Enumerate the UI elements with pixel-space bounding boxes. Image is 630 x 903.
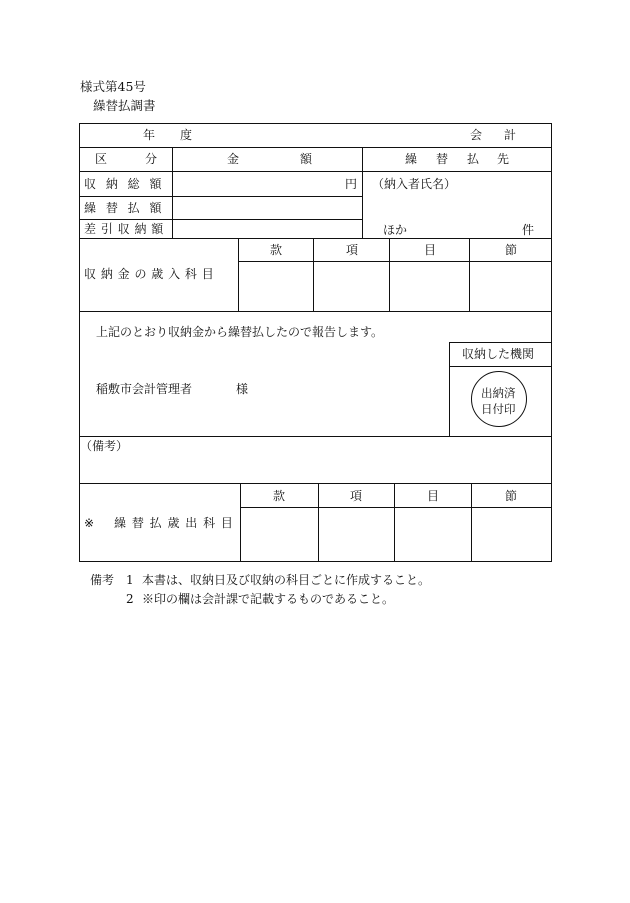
- fiscal-year-do: 度: [180, 128, 193, 142]
- payer-name-label: （納入者氏名）: [372, 177, 457, 191]
- rule-rev-kan: [238, 238, 239, 311]
- exp-header-kou: 項: [350, 489, 363, 503]
- notes-label: 備考: [90, 573, 115, 587]
- exp-header-moku: 目: [427, 489, 440, 503]
- received-institution-label: 収納した機関: [462, 347, 535, 361]
- sama-label: 様: [236, 382, 249, 396]
- form-title: 繰替払調書: [93, 98, 156, 113]
- account-kei: 計: [504, 128, 517, 142]
- rule-exp-setsu: [471, 483, 472, 562]
- rev-header-moku: 目: [424, 243, 437, 257]
- rule-row2: [79, 171, 552, 172]
- rule-report-bottom: [79, 436, 552, 437]
- revenue-subject-label: 収 納 金 の 歳 入 科 目: [84, 267, 214, 281]
- yen-unit: 円: [345, 177, 358, 191]
- note2-text: ※印の欄は会計課で記載するものであること。: [142, 592, 395, 606]
- col-kubun-a: 区: [95, 152, 108, 166]
- col-kurikae-c: 払: [467, 152, 480, 166]
- ken-unit: 件: [522, 223, 535, 237]
- rule-row1: [79, 147, 552, 148]
- col-kurikae-a: 繰: [405, 152, 418, 166]
- note1-text: 本書は、収納日及び収納の科目ごとに作成すること。: [142, 573, 431, 587]
- rule-row5: [79, 238, 552, 239]
- row-kurikae-label: 繰 替 払 額: [84, 201, 162, 215]
- rule-rev-kou: [313, 238, 314, 311]
- exp-header-setsu: 節: [505, 489, 518, 503]
- rule-exp-kou: [318, 483, 319, 562]
- rule-row3: [79, 196, 363, 197]
- addressee: 稲敷市会計管理者: [96, 382, 193, 396]
- col-kurikae-b: 替: [436, 152, 449, 166]
- hoka-label: ほか: [383, 223, 408, 237]
- expenditure-subject-label: 繰 替 払 歳 出 科 目: [114, 516, 233, 530]
- rule-subject-bottom: [79, 311, 552, 312]
- rev-header-kan: 款: [270, 243, 283, 257]
- rev-header-setsu: 節: [505, 243, 518, 257]
- row-sashihiki-label: 差 引 収 納 額: [84, 222, 164, 236]
- rule-exp-moku: [394, 483, 395, 562]
- report-text: 上記のとおり収納金から繰替払したので報告します。: [96, 325, 384, 339]
- row-total-label: 収 納 総 額: [84, 177, 162, 191]
- rule-remarks-bottom: [79, 483, 552, 484]
- col-kingaku-a: 金: [227, 152, 240, 166]
- rule-exp-header: [240, 507, 552, 508]
- stamp-line1: 出納済: [481, 386, 516, 400]
- rule-col-amount: [172, 147, 173, 238]
- rule-rev-setsu: [469, 238, 470, 311]
- rule-institution-col: [449, 342, 450, 436]
- rule-institution: [449, 366, 552, 367]
- col-kubun-b: 分: [145, 152, 158, 166]
- rev-header-kou: 項: [346, 243, 359, 257]
- col-kurikae-d: 先: [497, 152, 510, 166]
- kome-mark: ※: [84, 516, 95, 530]
- fiscal-year-nen: 年: [143, 128, 156, 142]
- note1-number: 1: [126, 573, 134, 587]
- exp-header-kan: 款: [273, 489, 286, 503]
- rule-institution-top: [449, 342, 552, 343]
- col-kingaku-b: 額: [300, 152, 313, 166]
- rule-col-payee: [362, 147, 363, 238]
- rule-exp-kan: [240, 483, 241, 562]
- rule-subject-header: [238, 261, 552, 262]
- account-kai: 会: [470, 128, 483, 142]
- stamp-line2: 日付印: [481, 402, 516, 416]
- rule-row4: [79, 219, 363, 220]
- rule-rev-moku: [389, 238, 390, 311]
- remarks-label: （備考）: [80, 439, 129, 453]
- note2-number: 2: [126, 592, 134, 606]
- form-number: 様式第45号: [80, 79, 146, 94]
